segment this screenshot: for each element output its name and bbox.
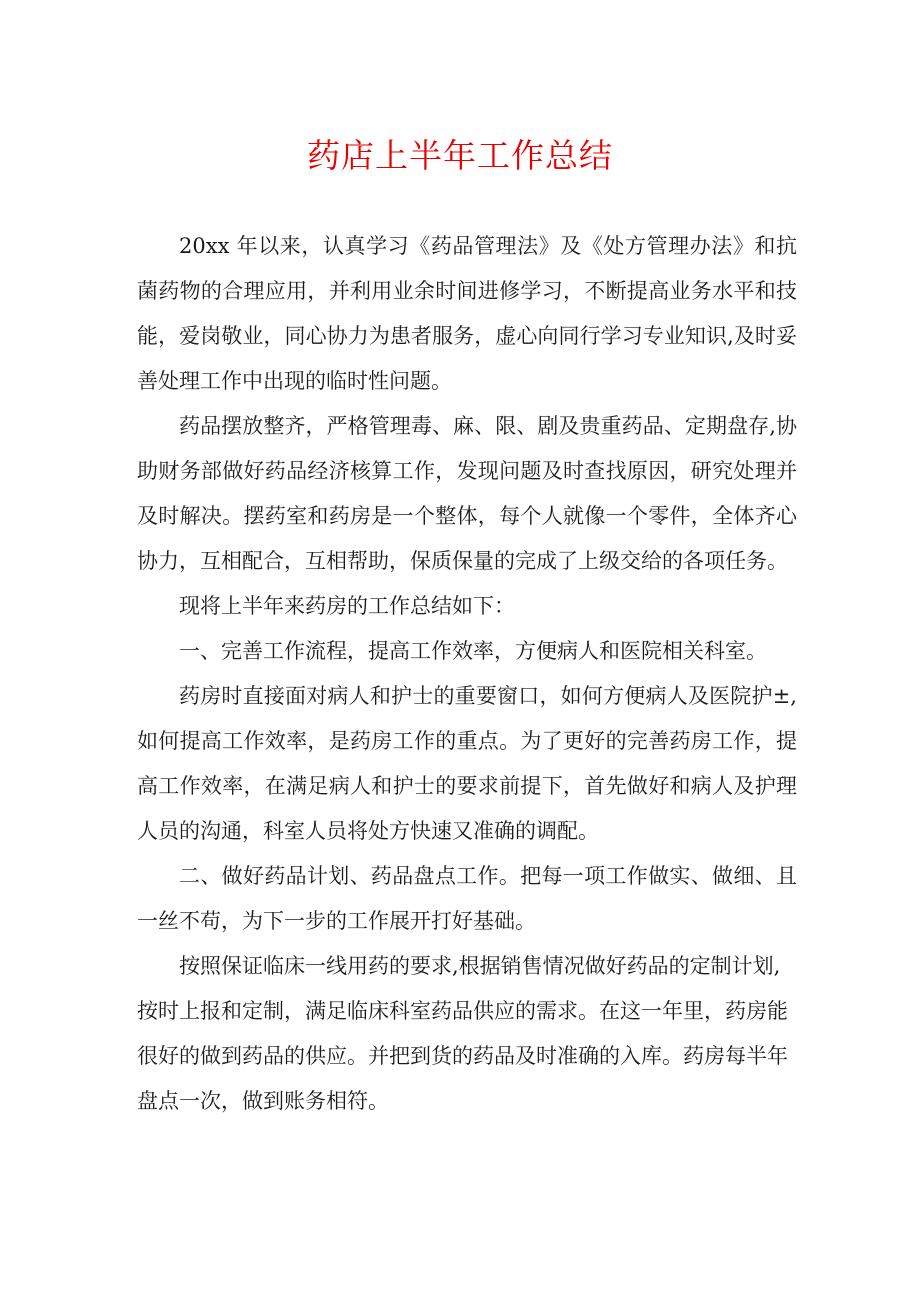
paragraph-drug-management: 药品摆放整齐，严格管理毒、麻、限、剧及贵重药品、定期盘存,协助财务部做好药品经济核算工作，发现问题及时查找原因，研究处理并及时解决。摆药室和药房是一个整体，每个人就像一个零件，全体齐心协力，互相配合，互相帮助，保质保量的完成了上级交给的各项任务。: [137, 414, 797, 573]
paragraph-intro: 20xx 年以来，认真学习《药品管理法》及《处方管理办法》和抗菌药物的合理应用，并利用业余时间进修学习，不断提高业务水平和技能，爱岗敬业，同心协力为患者服务，虚心向同行学习专业知识,及时妥善处理工作中出现的临时性问题。: [137, 234, 797, 393]
paragraph-section-one-body: 药房时直接面对病人和护士的重要窗口，如何方便病人及医院护±,如何提高工作效率，是药房工作的重点。为了更好的完善药房工作，提高工作效率，在满足病人和护士的要求前提下，首先做好和病人及护理人员的沟通，科室人员将处方快速又准确的调配。: [137, 684, 797, 843]
document-body: [137, 224, 797, 1124]
paragraph-summary-lead: 现将上半年来药房的工作总结如下：: [179, 594, 515, 618]
document-title: 药店上半年工作总结: [307, 136, 613, 175]
paragraph-section-one-heading: 一、完善工作流程，提高工作效率，方便病人和医院相关科室。: [179, 639, 767, 663]
paragraph-section-two-heading: 二、做好药品计划、药品盘点工作。把每一项工作做实、做细、且一丝不苟，为下一步的工作展开打好基础。: [137, 864, 797, 933]
paragraph-section-two-body: 按照保证临床一线用药的要求,根据销售情况做好药品的定制计划,按时上报和定制，满足临床科室药品供应的需求。在这一年里，药房能很好的做到药品的供应。并把到货的药品及时准确的入库。药房每半年盘点一次，做到账务相符。: [137, 954, 788, 1113]
